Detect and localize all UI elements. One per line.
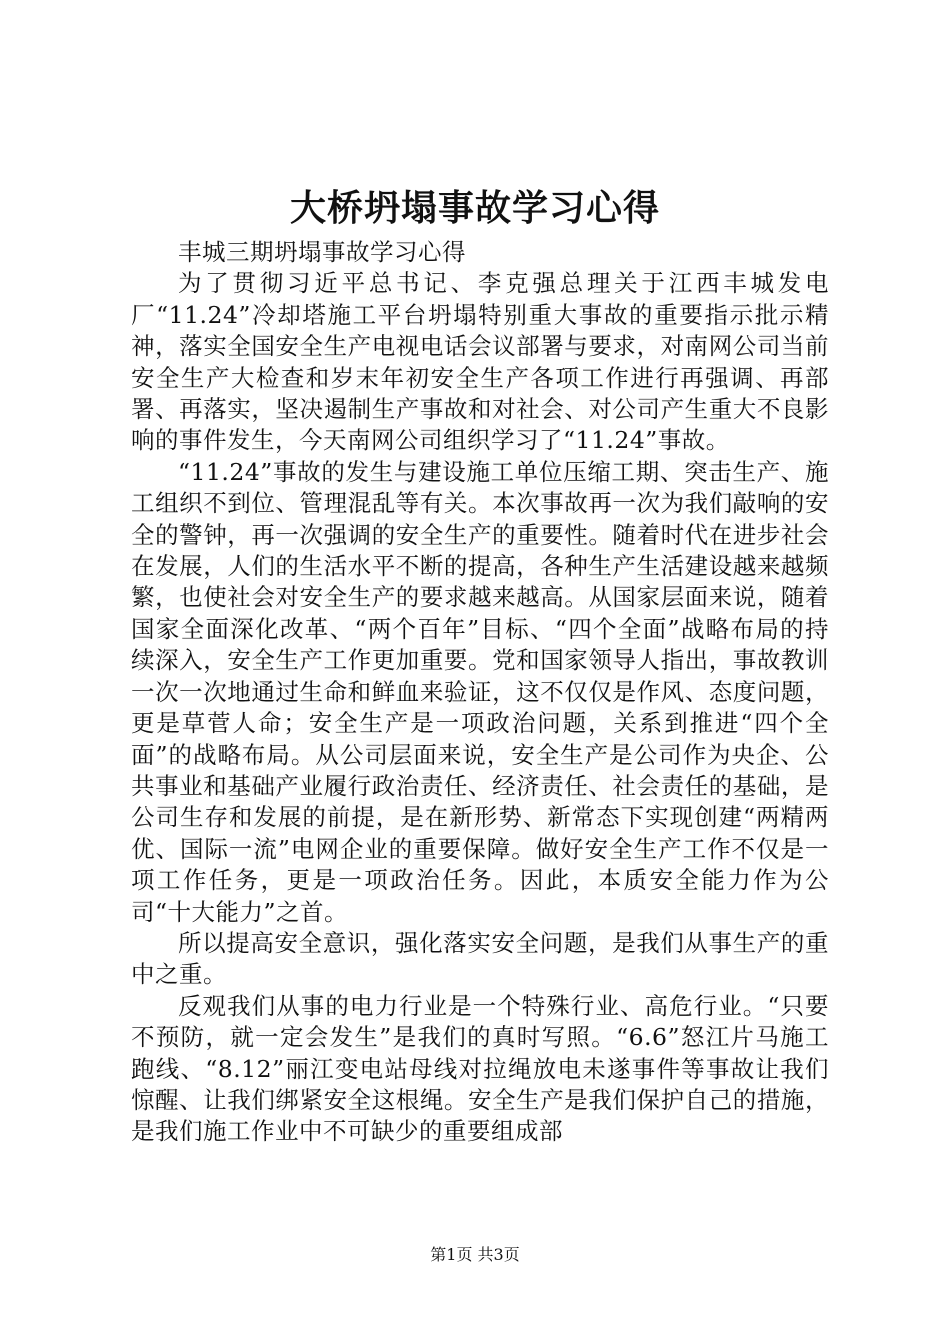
page-footer: 第1页 共3页 [430,1245,520,1264]
document-body [131,237,829,1148]
paragraph: 反观我们从事的电力行业是一个特殊行业、高危行业。“只要不预防，就一定会发生”是我们的真时写照。“6.6”怒江片马施工跑线、“8.12”丽江变电站母线对拉绳放电未遂事件等事故让我们惊醒、让我们绑紧安全这根绳。安全生产是我们保护自己的措施，是我们施工作业中不可缺少的重要组成部 [131,991,829,1146]
paragraph: 为了贯彻习近平总书记、李克强总理关于江西丰城发电厂“11.24”冷却塔施工平台坍塌特别重大事故的重要指示批示精神，落实全国安全生产电视电话会议部署与要求，对南网公司当前安全生产大检查和岁末年初安全生产各项工作进行再强调、再部署、再落实，坚决遏制生产事故和对社会、对公司产生重大不良影响的事件发生，今天南网公司组织学习了“11.24”事故。 [131,269,829,455]
document-title: 大桥坍塌事故学习心得 [289,187,660,229]
document-subtitle: 丰城三期坍塌事故学习心得 [178,238,466,266]
paragraph: “11.24”事故的发生与建设施工单位压缩工期、突击生产、施工组织不到位、管理混乱等有关。本次事故再一次为我们敲响的安全的警钟，再一次强调的安全生产的重要性。随着时代在进步社会在发展，人们的生活水平不断的提高，各种生产生活建设越来越频繁，也使社会对安全生产的要求越来越高。从国家层面来说，随着国家全面深化改革、“两个百年”目标、“四个全面”战略布局的持续深入，安全生产工作更加重要。党和国家领导人指出，事故教训一次一次地通过生命和鲜血来验证，这不仅仅是作风、态度问题，更是草菅人命；安全生产是一项政治问题，关系到推进“四个全面”的战略布局。从公司层面来说，安全生产是公司作为央企、公共事业和基础产业履行政治责任、经济责任、社会责任的基础，是公司生存和发展的前提，是在新形势、新常态下实现创建“两精两优、国际一流”电网企业的重要保障。做好安全生产工作不仅是一项工作任务，更是一项政治任务。因此，本质安全能力作为公司“十大能力”之首。 [131,457,829,926]
paragraph: 所以提高安全意识，强化落实安全问题，是我们从事生产的重中之重。 [131,928,829,989]
